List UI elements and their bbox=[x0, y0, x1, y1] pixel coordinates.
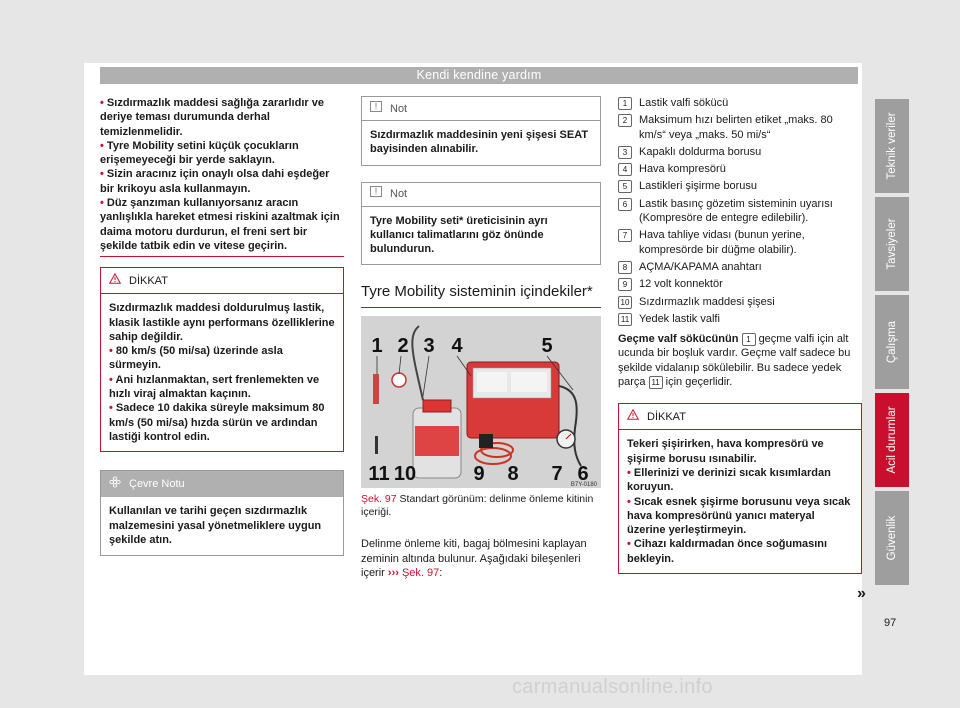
environment-note-body: Kullanılan ve tarihi geçen sızdırmazlık malzemesini yasal yönetmeliklere uygun şekilde atın. bbox=[109, 505, 322, 546]
item-number-badge: 9 bbox=[618, 278, 632, 291]
note-header: Not bbox=[362, 97, 600, 121]
list-item bbox=[618, 162, 862, 176]
figure-tyre-mobility-kit bbox=[361, 316, 601, 488]
tab-calisma[interactable]: Çalışma bbox=[875, 295, 909, 389]
list-item bbox=[618, 295, 862, 309]
item-number-badge: 1 bbox=[618, 97, 632, 110]
body-paragraph: Geçme valf sökücünün 1 geçme valfi için alt ucunda bir boşluk vardır. Geçme valf sadece bu şekilde vidalanıp sökülebilir. Bu sadece yedek parça 11 için geçerlidir. bbox=[618, 333, 851, 389]
item-number-badge: 5 bbox=[618, 180, 632, 193]
figure-callout: 4 bbox=[451, 335, 463, 358]
figure-callout: 1 bbox=[371, 335, 383, 358]
column-middle bbox=[361, 96, 601, 580]
list-item-text: Sızdırmazlık maddesi şişesi bbox=[639, 295, 775, 308]
column-right bbox=[618, 96, 862, 574]
list-item bbox=[618, 145, 862, 159]
list-item: • 80 km/s (50 mi/sa) üzerinde asla sürmeyin. bbox=[109, 345, 283, 372]
info-icon bbox=[370, 182, 382, 206]
component-list bbox=[618, 96, 862, 326]
environment-flower-icon bbox=[109, 476, 121, 492]
list-item: • Düz şanzıman kullanıyorsanız aracın yanlışlıkla hareket etmesi riskini azaltmak için daima motoru durdurun, el freni sert bir şekilde tatbik edin ve vitese geçirin. bbox=[100, 197, 340, 252]
figure-callout: 9 bbox=[473, 463, 485, 486]
item-number-badge: 11 bbox=[618, 313, 632, 326]
warning-box bbox=[618, 403, 862, 574]
figure-link[interactable]: Şek. 97 bbox=[401, 567, 440, 580]
item-number-badge: 6 bbox=[618, 198, 632, 211]
figure-callout: 5 bbox=[541, 335, 553, 358]
list-item-text: Kapaklı doldurma borusu bbox=[639, 145, 762, 158]
list-item-text: AÇMA/KAPAMA anahtarı bbox=[639, 260, 762, 273]
figure-callout: 11 bbox=[368, 463, 390, 486]
list-item bbox=[618, 96, 862, 110]
list-item-text: Yedek lastik valfi bbox=[639, 312, 720, 325]
figure-code: B7Y-0180 bbox=[570, 482, 597, 489]
tab-guvenlik[interactable]: Güvenlik bbox=[875, 491, 909, 585]
list-item bbox=[618, 260, 862, 274]
item-number-badge: 11 bbox=[649, 376, 663, 389]
bullet-list bbox=[100, 96, 344, 253]
list-item-text: Lastik basınç gözetim sisteminin uyarısı (Kompresöre de entegre edilebilir). bbox=[639, 197, 833, 225]
figure-callout: 8 bbox=[507, 463, 519, 486]
list-item-text: Hava tahliye vidası (bunun yerine, kompresörde bir düğme olabilir). bbox=[639, 229, 805, 256]
environment-note-box bbox=[100, 470, 344, 556]
figure-callout: 7 bbox=[551, 463, 563, 486]
column-left bbox=[100, 96, 344, 556]
watermark: carmanualsonline.info bbox=[512, 676, 713, 698]
figure-callout: 2 bbox=[397, 335, 409, 358]
kit-illustration bbox=[361, 316, 601, 488]
item-number-badge: 4 bbox=[618, 163, 632, 176]
list-item-text: Hava kompresörü bbox=[639, 163, 726, 176]
item-number-badge: 3 bbox=[618, 146, 632, 159]
info-icon bbox=[370, 97, 382, 121]
tab-teknik-veriler[interactable]: Teknik veriler bbox=[875, 99, 909, 193]
body-paragraph: Delinme önleme kiti, bagaj bölmesini kaplayan zeminin altında bulunur. Aşağıdaki bileşenleri içerir ››› Şek. 97: bbox=[361, 538, 587, 580]
page-header: Kendi kendine yardım bbox=[100, 67, 858, 84]
side-tabs bbox=[875, 99, 909, 589]
note-body: Sızdırmazlık maddesinin yeni şişesi SEAT bayisinden alınabilir. bbox=[370, 129, 589, 156]
list-item: • Tyre Mobility setini küçük çocukların erişemeyeceği bir yerde saklayın. bbox=[100, 139, 299, 167]
item-number-badge: 7 bbox=[618, 229, 632, 242]
list-item: • Cihazı kaldırmadan önce soğumasını bekleyin. bbox=[627, 538, 828, 565]
item-number-badge: 1 bbox=[742, 333, 756, 346]
list-item-text: Maksimum hızı belirten etiket „maks. 80 km/s“ veya „maks. 50 mi/s“ bbox=[639, 114, 833, 141]
list-item bbox=[618, 113, 862, 142]
figure-callout: 3 bbox=[423, 335, 435, 358]
tab-tavsiyeler[interactable]: Tavsiyeler bbox=[875, 197, 909, 291]
figure-callout: 6 bbox=[577, 463, 589, 486]
cross-ref-arrow-icon: ››› bbox=[387, 567, 399, 580]
list-item: • Sizin aracınız için onaylı olsa dahi eşdeğer bir krikoyu asla kullanmayın. bbox=[100, 168, 330, 195]
tab-acil-durumlar[interactable]: Acil durumlar bbox=[875, 393, 909, 487]
list-item: • Sıcak esnek şişirme borusunu veya sıcak hava kompresörünü yanıcı materyal üzerine yerleştirmeyin. bbox=[627, 495, 851, 537]
list-item-text: 12 volt konnektör bbox=[639, 278, 723, 291]
warning-box bbox=[100, 267, 344, 452]
list-item bbox=[618, 228, 862, 257]
list-item bbox=[618, 277, 862, 291]
warning-body: Sızdırmazlık maddesi doldurulmuş lastik, klasik lastikle aynı performans özelliklerine sahip değildir. • 80 km/s (50 mi/sa) üzerinde asla sürmeyin. • Ani hızlanmaktan, sert frenlemekten ve hızlı viraj almaktan kaçının. • Sadece 10 dakika süreyle maksimum 80 km/s (50 mi/sa) hızda sürün ve ardından lastiği kontrol edin. bbox=[109, 302, 335, 443]
figure-caption: Şek. 97 Standart görünüm: delinme önleme kitinin içeriği. bbox=[361, 493, 594, 519]
list-item: • Sızdırmazlık maddesi sağlığa zararlıdır ve deriye teması durumunda derhal temizlenmelidir. bbox=[100, 97, 324, 138]
list-item-text: Lastik valfi sökücü bbox=[639, 97, 729, 109]
figure-callout: 10 bbox=[393, 463, 417, 486]
page-number: 97 bbox=[884, 617, 897, 629]
list-item: • Sadece 10 dakika süreyle maksimum 80 km/s (50 mi/sa) hızda sürün ve ardından lastiği kontrol edin. bbox=[109, 402, 325, 443]
continue-chevron-icon: » bbox=[857, 585, 866, 602]
warning-triangle-icon bbox=[109, 268, 121, 294]
note-header: Not bbox=[362, 183, 600, 207]
list-item: • Ani hızlanmaktan, sert frenlemekten ve hızlı viraj almaktan kaçının. bbox=[109, 373, 320, 401]
item-number-badge: 8 bbox=[618, 261, 632, 274]
warning-body: Tekeri şişirirken, hava kompresörü ve şişirme borusu ısınabilir. • Ellerinizi ve derinizi sıcak kısımlardan koruyun. • Sıcak esnek şişirme borusunu veya sıcak hava kompresörünü yanıcı materyal üzerine yerleştirmeyin. • Cihazı kaldırmadan önce soğumasını bekleyin. bbox=[619, 430, 861, 573]
note-box bbox=[361, 96, 601, 166]
item-number-badge: 2 bbox=[618, 114, 632, 127]
note-box bbox=[361, 182, 601, 266]
warning-header: DİKKAT bbox=[619, 404, 861, 430]
list-item bbox=[618, 312, 862, 326]
list-item: • Ellerinizi ve derinizi sıcak kısımlardan koruyun. bbox=[627, 466, 831, 494]
list-item-text: Lastikleri şişirme borusu bbox=[639, 180, 757, 193]
warning-triangle-icon bbox=[627, 404, 639, 430]
warning-header: DİKKAT bbox=[101, 268, 343, 294]
environment-note-header: Çevre Notu bbox=[101, 471, 343, 497]
section-title: Tyre Mobility sisteminin içindekiler* bbox=[361, 283, 601, 308]
divider bbox=[100, 253, 344, 257]
list-item bbox=[618, 197, 862, 226]
list-item bbox=[618, 179, 862, 193]
note-body: Tyre Mobility seti* üreticisinin ayrı kullanıcı talimatlarını göz önünde bulundurun. bbox=[370, 214, 548, 256]
item-number-badge: 10 bbox=[618, 296, 632, 309]
